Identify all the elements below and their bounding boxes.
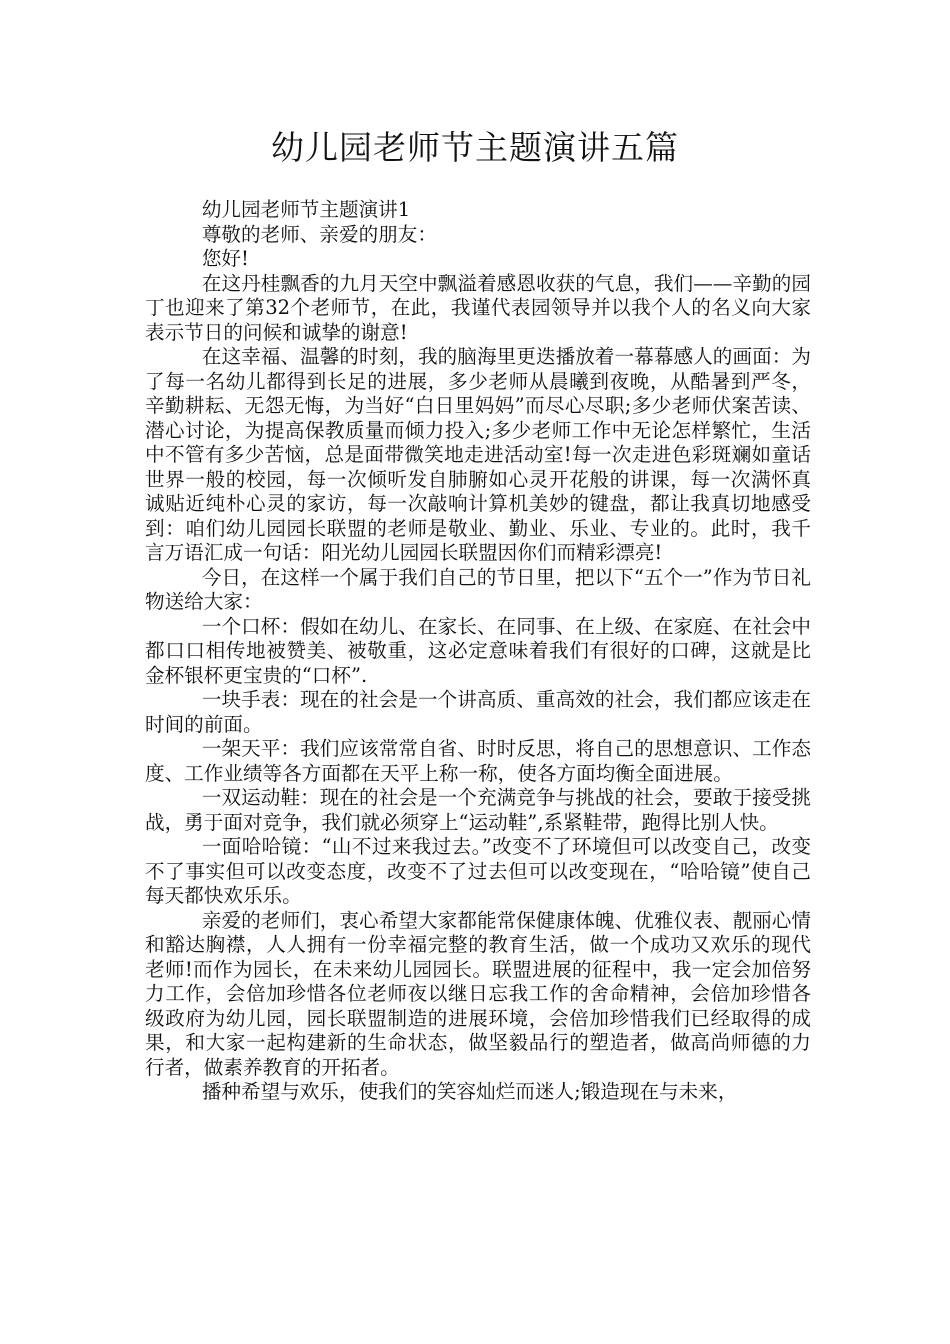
salutation: 尊敬的老师、亲爱的朋友：	[201, 222, 437, 246]
paragraph: 在这幸福、温馨的时刻，我的脑海里更迭播放着一幕幕感人的画面：为了每一名幼儿都得到长足的进展，多少老师从晨曦到夜晚，从酷暑到严冬，辛勤耕耘、无怨无悔，为当好“白日里妈妈”而尽心尽职;多少老师伏案苦读、潜心讨论，为提高保教质量而倾力投入;多少老师工作中无论怎样繁忙，生活中不管有多少苦恼，总是面带微笑地走进活动室!每一次走进色彩斑斓如童话世界一般的校园，每一次倾听发自肺腑如心灵开花般的讲课，每一次满怀真诚贴近纯朴心灵的家访，每一次敲响计算机美妙的键盘，都让我真切地感受到：咱们幼儿园园长联盟的老师是敬业、勤业、乐业、专业的。此时，我千言万语汇成一句话：阳光幼儿园园长联盟因你们而精彩漂亮!	[145, 345, 811, 564]
paragraph: 播种希望与欢乐，使我们的笑容灿烂而迷人;锻造现在与未来，	[201, 1080, 738, 1103]
paragraph: 一架天平：我们应该常常自省、时时反思，将自己的思想意识、工作态度、工作业绩等各方面都在天平上称一称，使各方面均衡全面进展。	[145, 737, 811, 785]
paragraph: 一面哈哈镜：“山不过来我过去。”改变不了环境但可以改变自己，改变不了事实但可以改变态度，改变不了过去但可以改变现在，“哈哈镜”使自己每天都快欢乐乐。	[145, 835, 811, 907]
paragraph: 亲爱的老师们，衷心希望大家都能常保健康体魄、优雅仪表、靓丽心情和豁达胸襟，人人拥有一份幸福完整的教育生活，做一个成功又欢乐的现代老师!而作为园长，在未来幼儿园园长。联盟进展的征程中，我一定会加倍努力工作，会倍加珍惜各位老师夜以继日忘我工作的舍命精神，会倍加珍惜各级政府为幼儿园，园长联盟制造的进展环境，会倍加珍惜我们已经取得的成果，和大家一起构建新的生命状态，做坚毅品行的塑造者，做高尚师德的力行者，做素养教育的开拓者。	[145, 908, 811, 1079]
paragraph: 一双运动鞋：现在的社会是一个充满竞争与挑战的社会，要敢于接受挑战，勇于面对竞争，我们就必须穿上“运动鞋”,系紧鞋带，跑得比别人快。	[145, 786, 811, 834]
paragraph: 一个口杯：假如在幼儿、在家长、在同事、在上级、在家庭、在社会中都口口相传地被赞美、被敬重，这必定意味着我们有很好的口碑，这就是比金杯银杯更宝贵的“口杯”.	[145, 614, 811, 687]
document-body	[145, 198, 811, 1105]
section-heading: 幼儿园老师节主题演讲1	[201, 198, 411, 221]
paragraph: 在这丹桂飘香的九月天空中飘溢着感恩收获的气息，我们——辛勤的园丁也迎来了第32个老师节，在此，我谨代表园领导并以我个人的名义向大家表示节日的问候和诚挚的谢意!	[145, 271, 811, 344]
greeting: 您好!	[201, 247, 249, 270]
document-title: 幼儿园老师节主题演讲五篇	[271, 128, 679, 167]
paragraph: 一块手表：现在的社会是一个讲高质、重高效的社会，我们都应该走在时间的前面。	[145, 688, 811, 736]
paragraph: 今日，在这样一个属于我们自己的节日里，把以下“五个一”作为节日礼物送给大家：	[145, 565, 811, 613]
